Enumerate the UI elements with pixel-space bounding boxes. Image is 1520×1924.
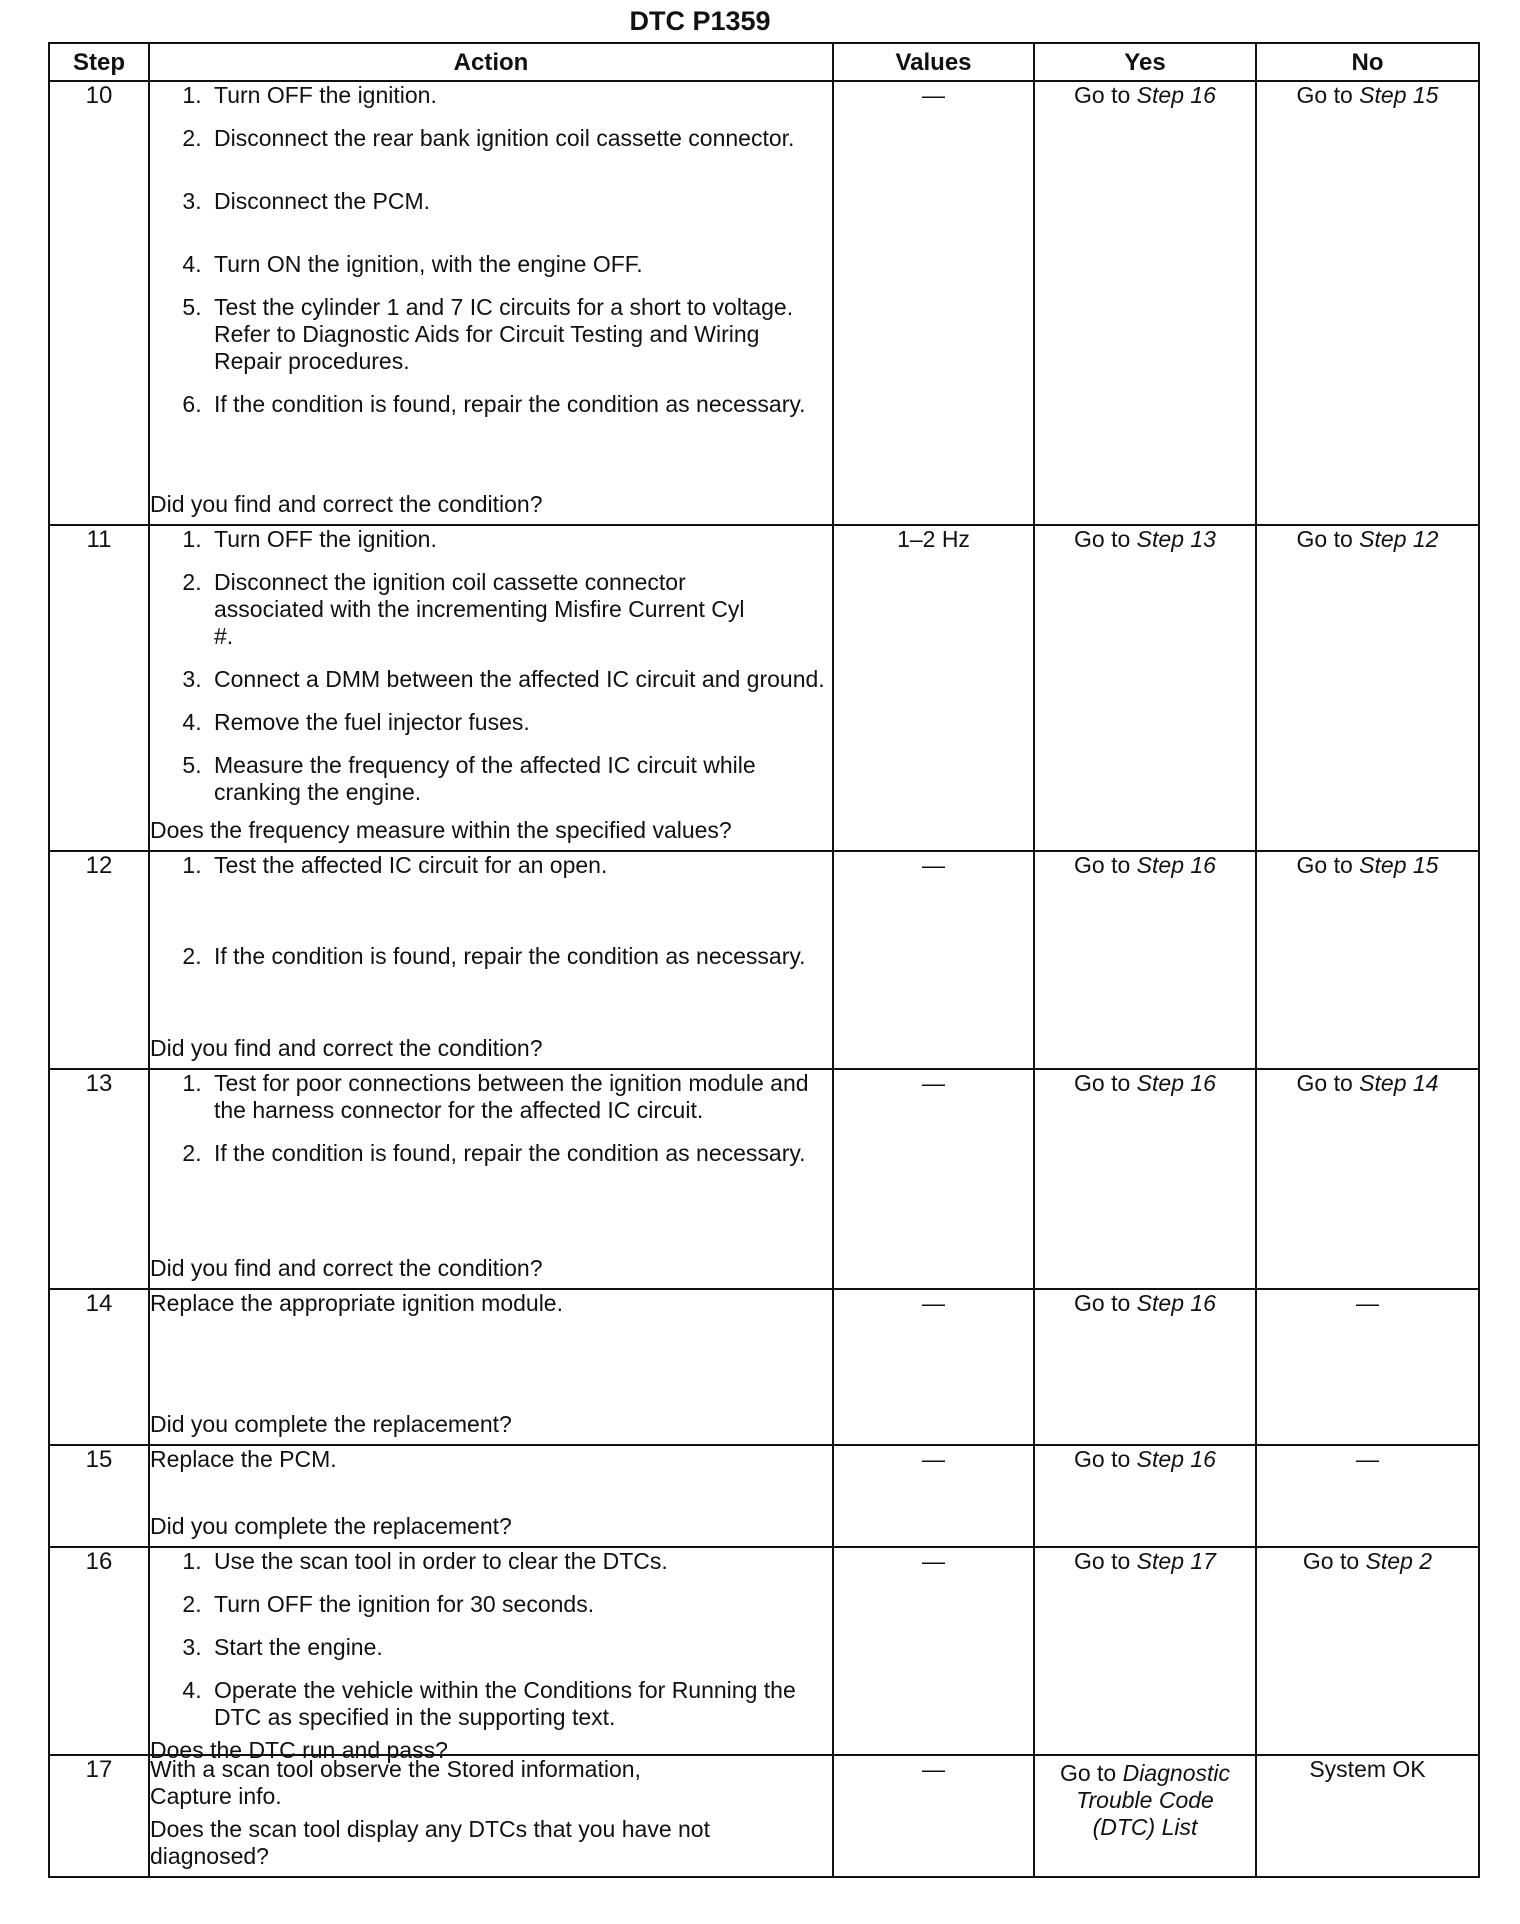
action-step: 1. Turn OFF the ignition. <box>208 526 832 553</box>
no-cell: — <box>1256 1289 1479 1445</box>
goto-step-link[interactable]: Step 14 <box>1359 1070 1439 1096</box>
table-row <box>49 81 1479 525</box>
goto-step-link[interactable]: Step 13 <box>1136 526 1216 552</box>
values-cell: 1–2 Hz <box>833 525 1034 851</box>
table-header-row <box>49 43 1479 81</box>
action-step: 3. Start the engine. <box>208 1634 832 1661</box>
action-question: Did you complete the replacement? <box>150 1411 512 1437</box>
goto-prefix: Go to <box>1074 1070 1131 1096</box>
header-yes: Yes <box>1034 43 1256 81</box>
step-number: 13 <box>49 1069 149 1289</box>
header-no: No <box>1256 43 1479 81</box>
no-cell <box>1256 81 1479 525</box>
action-question: Does the frequency measure within the specified values? <box>150 817 732 843</box>
action-cell <box>149 525 833 851</box>
goto-prefix: Go to <box>1074 1446 1131 1472</box>
action-step: 3. Connect a DMM between the affected IC circuit and ground. <box>208 666 832 693</box>
goto-step-link[interactable]: Step 16 <box>1136 82 1216 108</box>
goto-step-link[interactable]: Step 16 <box>1136 1070 1216 1096</box>
diagnostic-table <box>48 42 1480 1878</box>
goto-step-link[interactable]: Step 12 <box>1359 526 1439 552</box>
table-row <box>49 1755 1479 1877</box>
goto-prefix: Go to <box>1074 1548 1131 1574</box>
action-step: 6. If the condition is found, repair the condition as necessary. <box>208 391 832 418</box>
goto-step-link[interactable]: Step 16 <box>1136 852 1216 878</box>
goto-step-link[interactable]: Step 15 <box>1359 852 1439 878</box>
action-step: 4. Remove the fuel injector fuses. <box>208 709 832 736</box>
action-cell <box>149 851 833 1069</box>
action-cell <box>149 1069 833 1289</box>
step-number: 12 <box>49 851 149 1069</box>
action-step: 2. Disconnect the rear bank ignition coil cassette connector. <box>208 125 832 152</box>
goto-step-link[interactable]: Step 16 <box>1136 1290 1216 1316</box>
action-question: Does the scan tool display any DTCs that you have not diagnosed? <box>150 1816 710 1869</box>
action-cell <box>149 1755 833 1877</box>
action-question: Did you complete the replacement? <box>150 1513 512 1539</box>
yes-cell <box>1034 1755 1256 1877</box>
action-steps <box>150 82 832 418</box>
action-cell <box>149 81 833 525</box>
action-cell <box>149 1445 833 1547</box>
step-number: 14 <box>49 1289 149 1445</box>
action-cell <box>149 1547 833 1763</box>
table-row <box>49 1289 1479 1445</box>
action-text: Replace the appropriate ignition module. <box>150 1290 563 1316</box>
yes-cell <box>1034 1069 1256 1289</box>
action-text: With a scan tool observe the Stored information, Capture info. <box>150 1756 641 1809</box>
yes-cell <box>1034 1547 1256 1755</box>
no-cell: — <box>1256 1445 1479 1547</box>
goto-step-link[interactable]: Step 2 <box>1365 1548 1433 1574</box>
yes-cell <box>1034 851 1256 1069</box>
yes-cell <box>1034 1289 1256 1445</box>
no-cell <box>1256 851 1479 1069</box>
yes-cell <box>1034 1445 1256 1547</box>
step-number: 10 <box>49 81 149 525</box>
yes-cell <box>1034 81 1256 525</box>
goto-prefix: Go to <box>1074 1290 1131 1316</box>
action-steps <box>150 1070 832 1167</box>
action-question: Did you find and correct the condition? <box>150 1255 543 1281</box>
document-title: DTC P1359 <box>629 6 771 36</box>
goto-prefix: Go to <box>1059 1760 1117 1786</box>
values-cell: — <box>833 1445 1034 1547</box>
action-text: Replace the PCM. <box>150 1446 337 1472</box>
values-cell: — <box>833 1069 1034 1289</box>
goto-prefix: Go to <box>1302 1548 1360 1574</box>
action-step: 2. Disconnect the ignition coil cassette connector associated with the incrementing Misfire Current Cyl #. <box>208 569 832 650</box>
goto-prefix: Go to <box>1074 526 1131 552</box>
table-row <box>49 1445 1479 1547</box>
goto-step-link[interactable]: Step 16 <box>1136 1446 1216 1472</box>
action-question: Did you find and correct the condition? <box>150 1035 543 1061</box>
table-row <box>49 1547 1479 1755</box>
action-step: 2. Turn OFF the ignition for 30 seconds. <box>208 1591 832 1618</box>
action-step: 5. Measure the frequency of the affected IC circuit while cranking the engine. <box>208 752 832 806</box>
no-cell <box>1256 1069 1479 1289</box>
step-number: 11 <box>49 525 149 851</box>
values-cell: — <box>833 1289 1034 1445</box>
goto-prefix: Go to <box>1296 82 1353 108</box>
values-cell: — <box>833 851 1034 1069</box>
action-step: 2. If the condition is found, repair the condition as necessary. <box>208 1140 832 1167</box>
table-row <box>49 525 1479 851</box>
action-step: 2. If the condition is found, repair the condition as necessary. <box>208 943 832 970</box>
goto-prefix: Go to <box>1074 82 1131 108</box>
step-number: 15 <box>49 1445 149 1547</box>
action-steps <box>150 852 832 970</box>
goto-prefix: Go to <box>1296 852 1353 878</box>
action-step: 3. Disconnect the PCM. <box>208 188 832 215</box>
no-cell <box>1256 1547 1479 1755</box>
no-cell: System OK <box>1256 1755 1479 1877</box>
action-step: 1. Test the affected IC circuit for an open. <box>208 852 832 879</box>
table-row <box>49 851 1479 1069</box>
header-step: Step <box>49 43 149 81</box>
goto-prefix: Go to <box>1296 1070 1353 1096</box>
goto-step-link[interactable]: Step 15 <box>1359 82 1439 108</box>
action-step: 1. Test for poor connections between the ignition module and the harness connector for the affected IC circuit. <box>208 1070 832 1124</box>
goto-dtc-list-link[interactable]: Diagnostic Trouble Code (DTC) List <box>1076 1760 1231 1840</box>
action-cell <box>149 1289 833 1445</box>
yes-cell <box>1034 525 1256 851</box>
action-step: 5. Test the cylinder 1 and 7 IC circuits for a short to voltage. Refer to Diagnostic Aids for Circuit Testing and Wiring Repair procedures. <box>208 294 832 375</box>
action-step: 1. Turn OFF the ignition. <box>208 82 832 109</box>
values-cell: — <box>833 1547 1034 1755</box>
values-cell: — <box>833 1755 1034 1877</box>
goto-prefix: Go to <box>1074 852 1131 878</box>
action-question: Did you find and correct the condition? <box>150 491 543 517</box>
action-step: 4. Turn ON the ignition, with the engine OFF. <box>208 251 832 278</box>
action-step: 1. Use the scan tool in order to clear the DTCs. <box>208 1548 832 1575</box>
action-steps <box>150 1548 832 1731</box>
no-cell <box>1256 525 1479 851</box>
action-steps <box>150 526 832 806</box>
action-step: 4. Operate the vehicle within the Conditions for Running the DTC as specified in the supporting text. <box>208 1677 832 1731</box>
goto-prefix: Go to <box>1296 526 1353 552</box>
table-row <box>49 1069 1479 1289</box>
action-question: Does the DTC run and pass? <box>150 1737 448 1763</box>
header-action: Action <box>149 43 833 81</box>
step-number: 17 <box>49 1755 149 1877</box>
step-number: 16 <box>49 1547 149 1755</box>
header-values: Values <box>833 43 1034 81</box>
goto-step-link[interactable]: Step 17 <box>1136 1548 1216 1574</box>
values-cell: — <box>833 81 1034 525</box>
